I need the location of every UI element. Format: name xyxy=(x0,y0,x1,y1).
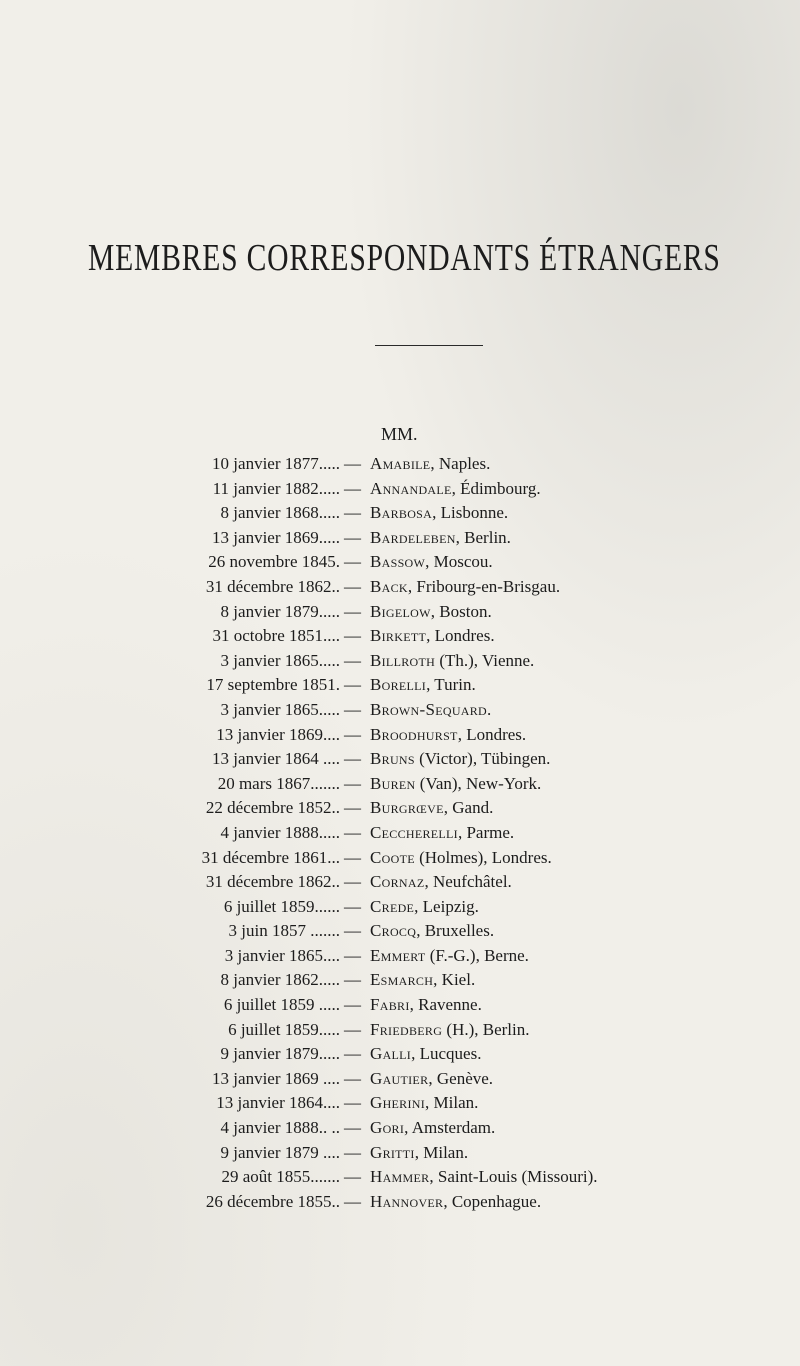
member-entry xyxy=(370,1190,541,1215)
member-details: , Boston. xyxy=(430,601,492,621)
member-entry xyxy=(370,1018,530,1043)
list-item xyxy=(0,550,800,575)
election-date: 13 janvier 1864.... xyxy=(216,1093,340,1113)
member-surname: Barbosa xyxy=(370,503,433,523)
member-entry xyxy=(370,477,541,502)
member-surname: Gautier xyxy=(370,1068,429,1088)
election-date: 13 janvier 1869 .... xyxy=(212,1068,340,1088)
member-entry xyxy=(370,649,534,674)
member-surname: Birkett xyxy=(370,626,427,646)
member-details: , Turin. xyxy=(426,675,476,695)
member-surname: Esmarch xyxy=(370,970,434,990)
list-item xyxy=(0,870,800,895)
member-details: , Édimbourg. xyxy=(451,478,541,498)
member-entry xyxy=(370,1116,495,1141)
list-item xyxy=(0,1067,800,1092)
member-details: , Copenhague. xyxy=(443,1191,542,1211)
member-surname: Gritti xyxy=(370,1142,415,1162)
member-entry xyxy=(370,501,508,526)
election-date: 13 janvier 1869.... xyxy=(216,724,340,744)
member-entry xyxy=(370,919,494,944)
member-surname: Crede xyxy=(370,896,415,916)
member-entry xyxy=(370,723,526,748)
member-surname: Brown-Sequard xyxy=(370,699,488,719)
em-dash-separator: — xyxy=(344,1068,361,1088)
election-date: 9 janvier 1879 .... xyxy=(220,1142,340,1162)
member-entry xyxy=(370,550,493,575)
list-item xyxy=(0,575,800,600)
em-dash-separator: — xyxy=(344,1093,361,1113)
member-details: , Gand. xyxy=(443,798,494,818)
member-entry xyxy=(370,1165,598,1190)
election-date: 29 août 1855....... xyxy=(221,1167,340,1187)
member-details: , Moscou. xyxy=(425,552,493,572)
member-entry xyxy=(370,575,560,600)
member-entry xyxy=(370,993,482,1018)
member-details: , Fribourg-en-Brisgau. xyxy=(407,576,561,596)
election-date: 6 juillet 1859...... xyxy=(223,896,340,916)
em-dash-separator: — xyxy=(344,724,361,744)
member-details: , Parme. xyxy=(457,822,515,842)
member-entry xyxy=(370,698,491,723)
member-details: (F.-G.), Berne. xyxy=(425,945,529,965)
member-details: , Lucques. xyxy=(411,1044,482,1064)
election-date: 26 novembre 1845. xyxy=(208,552,340,572)
list-item xyxy=(0,477,800,502)
election-date: 13 janvier 1869..... xyxy=(212,527,340,547)
election-date: 8 janvier 1879..... xyxy=(220,601,340,621)
em-dash-separator: — xyxy=(344,970,361,990)
em-dash-separator: — xyxy=(344,527,361,547)
member-entry xyxy=(370,600,492,625)
member-surname: Emmert xyxy=(370,945,426,965)
em-dash-separator: — xyxy=(344,478,361,498)
list-item xyxy=(0,624,800,649)
member-entry xyxy=(370,846,552,871)
member-details: , Kiel. xyxy=(433,970,476,990)
member-details: , Neufchâtel. xyxy=(424,872,512,892)
em-dash-separator: — xyxy=(344,896,361,916)
member-surname: Annandale xyxy=(370,478,452,498)
member-details: (Van), New-York. xyxy=(415,773,542,793)
member-entry xyxy=(370,1067,493,1092)
list-item xyxy=(0,993,800,1018)
member-details: , Saint-Louis (Missouri). xyxy=(429,1167,598,1187)
member-entry xyxy=(370,796,493,821)
list-item xyxy=(0,1042,800,1067)
em-dash-separator: — xyxy=(344,699,361,719)
em-dash-separator: — xyxy=(344,995,361,1015)
list-item xyxy=(0,846,800,871)
member-surname: Burgrœve xyxy=(370,798,444,818)
election-date: 31 décembre 1862.. xyxy=(205,576,340,596)
election-date: 22 décembre 1852.. xyxy=(205,798,340,818)
honorific-heading: MM. xyxy=(381,424,418,444)
page-title: MEMBRES CORRESPONDANTS ÉTRANGERS xyxy=(88,237,721,279)
list-item xyxy=(0,1018,800,1043)
list-item xyxy=(0,1141,800,1166)
member-entry xyxy=(370,895,479,920)
member-entry xyxy=(370,944,529,969)
election-date: 10 janvier 1877..... xyxy=(212,454,340,473)
member-details: , Milan. xyxy=(414,1142,469,1162)
list-item xyxy=(0,501,800,526)
member-surname: Hannover xyxy=(370,1191,444,1211)
election-date: 9 janvier 1879..... xyxy=(220,1044,340,1064)
list-item xyxy=(0,944,800,969)
member-details: , Londres. xyxy=(426,626,495,646)
member-details: , Berlin. xyxy=(455,527,511,547)
member-details: , Naples. xyxy=(430,454,491,473)
em-dash-separator: — xyxy=(344,847,361,867)
member-entry xyxy=(370,870,512,895)
member-entry xyxy=(370,968,475,993)
election-date: 13 janvier 1864 .... xyxy=(212,749,340,769)
election-date: 3 janvier 1865..... xyxy=(220,699,340,719)
list-item xyxy=(0,452,800,477)
member-surname: Billroth xyxy=(370,650,436,670)
member-surname: Amabile xyxy=(370,454,431,473)
member-surname: Crocq xyxy=(370,921,417,941)
member-entry xyxy=(370,673,476,698)
list-item xyxy=(0,772,800,797)
list-item xyxy=(0,1091,800,1116)
list-item xyxy=(0,723,800,748)
member-list xyxy=(0,452,800,1214)
em-dash-separator: — xyxy=(344,626,361,646)
member-entry xyxy=(370,1141,468,1166)
member-surname: Broodhurst xyxy=(370,724,458,744)
em-dash-separator: — xyxy=(344,1167,361,1187)
em-dash-separator: — xyxy=(344,552,361,572)
member-entry xyxy=(370,821,514,846)
election-date: 8 janvier 1868..... xyxy=(220,503,340,523)
list-item xyxy=(0,600,800,625)
member-details: (Th.), Vienne. xyxy=(435,650,535,670)
em-dash-separator: — xyxy=(344,749,361,769)
list-item xyxy=(0,526,800,551)
em-dash-separator: — xyxy=(344,1044,361,1064)
election-date: 20 mars 1867....... xyxy=(217,773,340,793)
election-date: 31 décembre 1861... xyxy=(201,847,340,867)
em-dash-separator: — xyxy=(344,454,361,473)
member-surname: Buren xyxy=(370,773,416,793)
member-details: , Ravenne. xyxy=(409,995,482,1015)
member-surname: Coote xyxy=(370,847,415,867)
member-surname: Borelli xyxy=(370,675,427,695)
election-date: 6 juillet 1859 ..... xyxy=(223,995,340,1015)
election-date: 31 décembre 1862.. xyxy=(205,872,340,892)
em-dash-separator: — xyxy=(344,945,361,965)
election-date: 4 janvier 1888..... xyxy=(220,822,340,842)
member-entry xyxy=(370,526,511,551)
election-date: 3 janvier 1865.... xyxy=(224,945,340,965)
member-details: (Victor), Tübingen. xyxy=(414,749,551,769)
member-entry xyxy=(370,747,550,772)
member-details: , Lisbonne. xyxy=(432,503,509,523)
election-date: 8 janvier 1862..... xyxy=(220,970,340,990)
list-item xyxy=(0,1165,800,1190)
title-divider xyxy=(375,345,483,346)
em-dash-separator: — xyxy=(344,1019,361,1039)
member-surname: Bassow xyxy=(370,552,426,572)
em-dash-separator: — xyxy=(344,576,361,596)
em-dash-separator: — xyxy=(344,872,361,892)
em-dash-separator: — xyxy=(344,822,361,842)
member-surname: Friedberg xyxy=(370,1019,443,1039)
election-date: 31 octobre 1851.... xyxy=(212,626,340,646)
member-surname: Back xyxy=(370,576,408,596)
em-dash-separator: — xyxy=(344,503,361,523)
list-item xyxy=(0,673,800,698)
member-surname: Gori xyxy=(370,1118,405,1138)
em-dash-separator: — xyxy=(344,650,361,670)
election-date: 26 décembre 1855.. xyxy=(205,1191,340,1211)
member-details: , Milan. xyxy=(425,1093,479,1113)
election-date: 4 janvier 1888.. .. xyxy=(220,1118,340,1138)
em-dash-separator: — xyxy=(344,773,361,793)
election-date: 3 janvier 1865..... xyxy=(220,650,340,670)
member-surname: Ceccherelli xyxy=(370,822,458,842)
election-date: 6 juillet 1859..... xyxy=(228,1019,340,1039)
election-date: 17 septembre 1851. xyxy=(206,675,340,695)
member-details: . xyxy=(487,699,492,719)
member-entry xyxy=(370,1091,478,1116)
member-entry xyxy=(370,1042,481,1067)
list-item xyxy=(0,968,800,993)
em-dash-separator: — xyxy=(344,1118,361,1138)
member-surname: Bruns xyxy=(370,749,415,769)
member-surname: Fabri xyxy=(370,995,410,1015)
election-date: 11 janvier 1882..... xyxy=(212,478,340,498)
list-item xyxy=(0,796,800,821)
em-dash-separator: — xyxy=(344,1191,361,1211)
em-dash-separator: — xyxy=(344,798,361,818)
member-surname: Gherini xyxy=(370,1093,426,1113)
em-dash-separator: — xyxy=(344,921,361,941)
list-item xyxy=(0,919,800,944)
list-item xyxy=(0,698,800,723)
member-surname: Hammer xyxy=(370,1167,430,1187)
member-details: (H.), Berlin. xyxy=(442,1019,530,1039)
member-surname: Bardeleben xyxy=(370,527,456,547)
member-details: , Amsterdam. xyxy=(404,1118,496,1138)
member-details: , Londres. xyxy=(457,724,527,744)
member-entry xyxy=(370,452,490,477)
member-entry xyxy=(370,624,495,649)
member-entry xyxy=(370,772,541,797)
member-details: , Bruxelles. xyxy=(416,921,495,941)
list-item xyxy=(0,747,800,772)
list-item xyxy=(0,649,800,674)
list-item xyxy=(0,1116,800,1141)
list-item xyxy=(0,1190,800,1215)
em-dash-separator: — xyxy=(344,1142,361,1162)
member-surname: Bigelow xyxy=(370,601,431,621)
list-item xyxy=(0,895,800,920)
member-details: , Genève. xyxy=(428,1068,494,1088)
em-dash-separator: — xyxy=(344,601,361,621)
election-date: 3 juin 1857 ....... xyxy=(228,921,340,941)
list-item xyxy=(0,821,800,846)
member-surname: Galli xyxy=(370,1044,412,1064)
member-details: (Holmes), Londres. xyxy=(414,847,552,867)
member-details: , Leipzig. xyxy=(414,896,479,916)
em-dash-separator: — xyxy=(344,675,361,695)
member-surname: Cornaz xyxy=(370,872,425,892)
